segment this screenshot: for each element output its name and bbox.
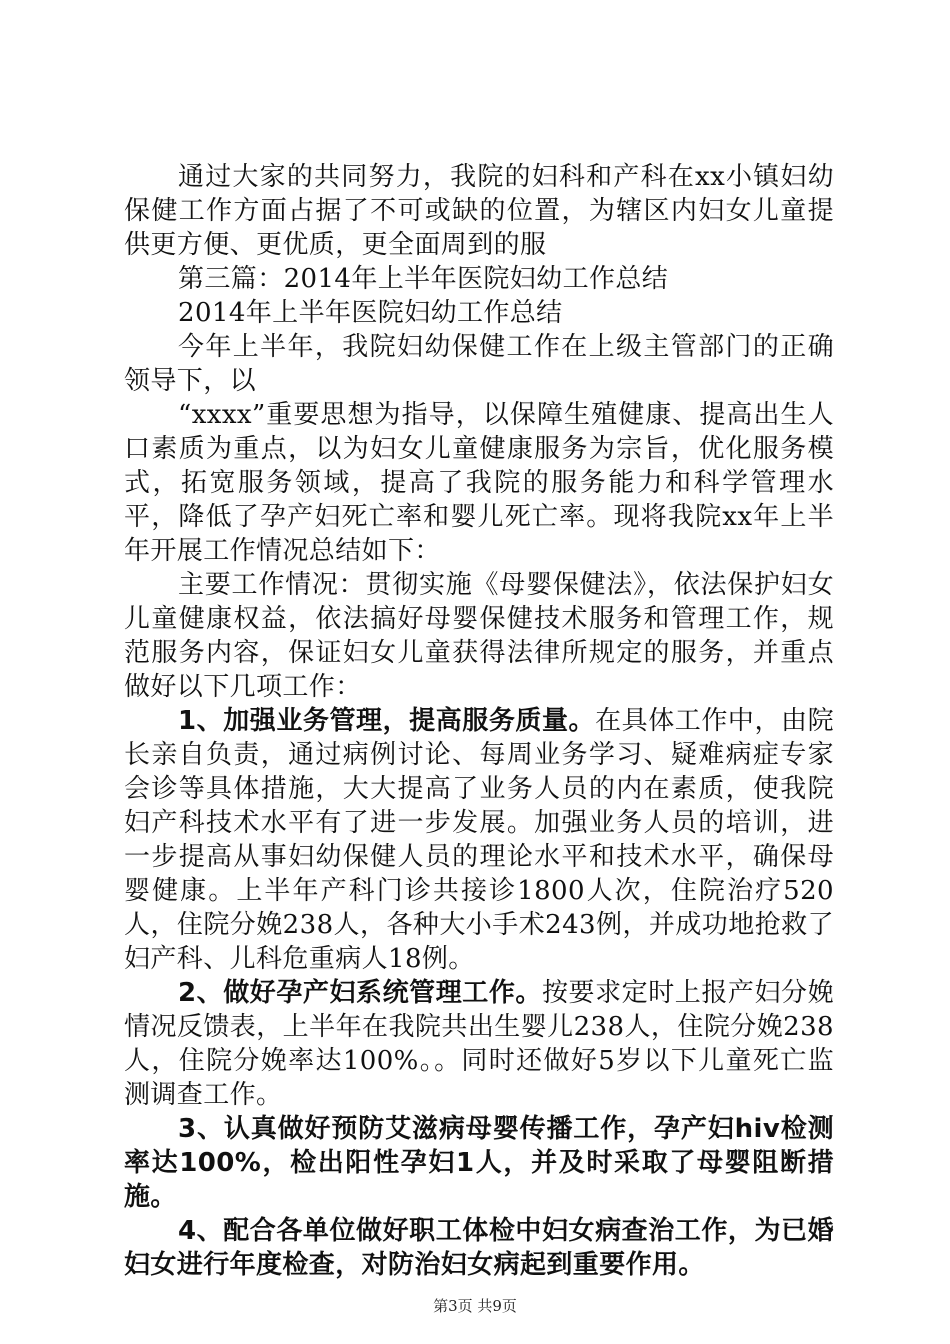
- paragraph-item-3: 3、认真做好预防艾滋病母婴传播工作，孕产妇hiv检测率达100%，检出阳性孕妇1人，并及时采取了母婴阻断措施。: [124, 1114, 834, 1212]
- paragraph-opening: 今年上半年，我院妇幼保健工作在上级主管部门的正确领导下，以: [124, 332, 834, 396]
- report-title: 2014年上半年医院妇幼工作总结: [178, 298, 563, 328]
- section-title: 第三篇：2014年上半年医院妇幼工作总结: [178, 264, 669, 294]
- document-body: [124, 160, 834, 1282]
- paragraph-main-work: 主要工作情况：贯彻实施《母婴保健法》，依法保护妇女儿童健康权益，依法搞好母婴保健技术服务和管理工作，规范服务内容，保证妇女儿童获得法律所规定的服务，并重点做好以下几项工作：: [124, 570, 834, 702]
- paragraph-item-1: [124, 704, 834, 976]
- item-1-body: 在具体工作中，由院长亲自负责，通过病例讨论、每周业务学习、疑难病症专家会诊等具体措施，大大提高了业务人员的内在素质，使我院妇产科技术水平有了进一步发展。加强业务人员的培训，进一步提高从事妇幼保健人员的理论水平和技术水平，确保母婴健康。上半年产科门诊共接诊1800人次，住院治疗520人，住院分娩238人，各种大小手术243例，并成功地抢救了妇产科、儿科危重病人18例。: [124, 706, 834, 974]
- paragraph-item-4: 4、配合各单位做好职工体检中妇女病查治工作，为已婚妇女进行年度检查，对防治妇女病起到重要作用。: [124, 1216, 834, 1280]
- paragraph-item-2: [124, 976, 834, 1112]
- page-footer: 第3页 共9页: [433, 1297, 517, 1315]
- paragraph-guideline: “xxxx”重要思想为指导，以保障生殖健康、提高出生人口素质为重点，以为妇女儿童健康服务为宗旨，优化服务模式，拓宽服务领域，提高了我院的服务能力和科学管理水平，降低了孕产妇死亡率和婴儿死亡率。现将我院xx年上半年开展工作情况总结如下：: [124, 400, 834, 566]
- paragraph-intro: 通过大家的共同努力，我院的妇科和产科在xx小镇妇幼保健工作方面占据了不可或缺的位置，为辖区内妇女儿童提供更方便、更优质，更全面周到的服: [124, 162, 834, 260]
- item-1-heading: 1、加强业务管理，提高服务质量。: [178, 706, 596, 736]
- item-2-heading: 2、做好孕产妇系统管理工作。: [178, 978, 542, 1008]
- item-2-body: 按要求定时上报产妇分娩情况反馈表，上半年在我院共出生婴儿238人，住院分娩238人，住院分娩率达100%。。同时还做好5岁以下儿童死亡监测调查工作。: [124, 978, 834, 1110]
